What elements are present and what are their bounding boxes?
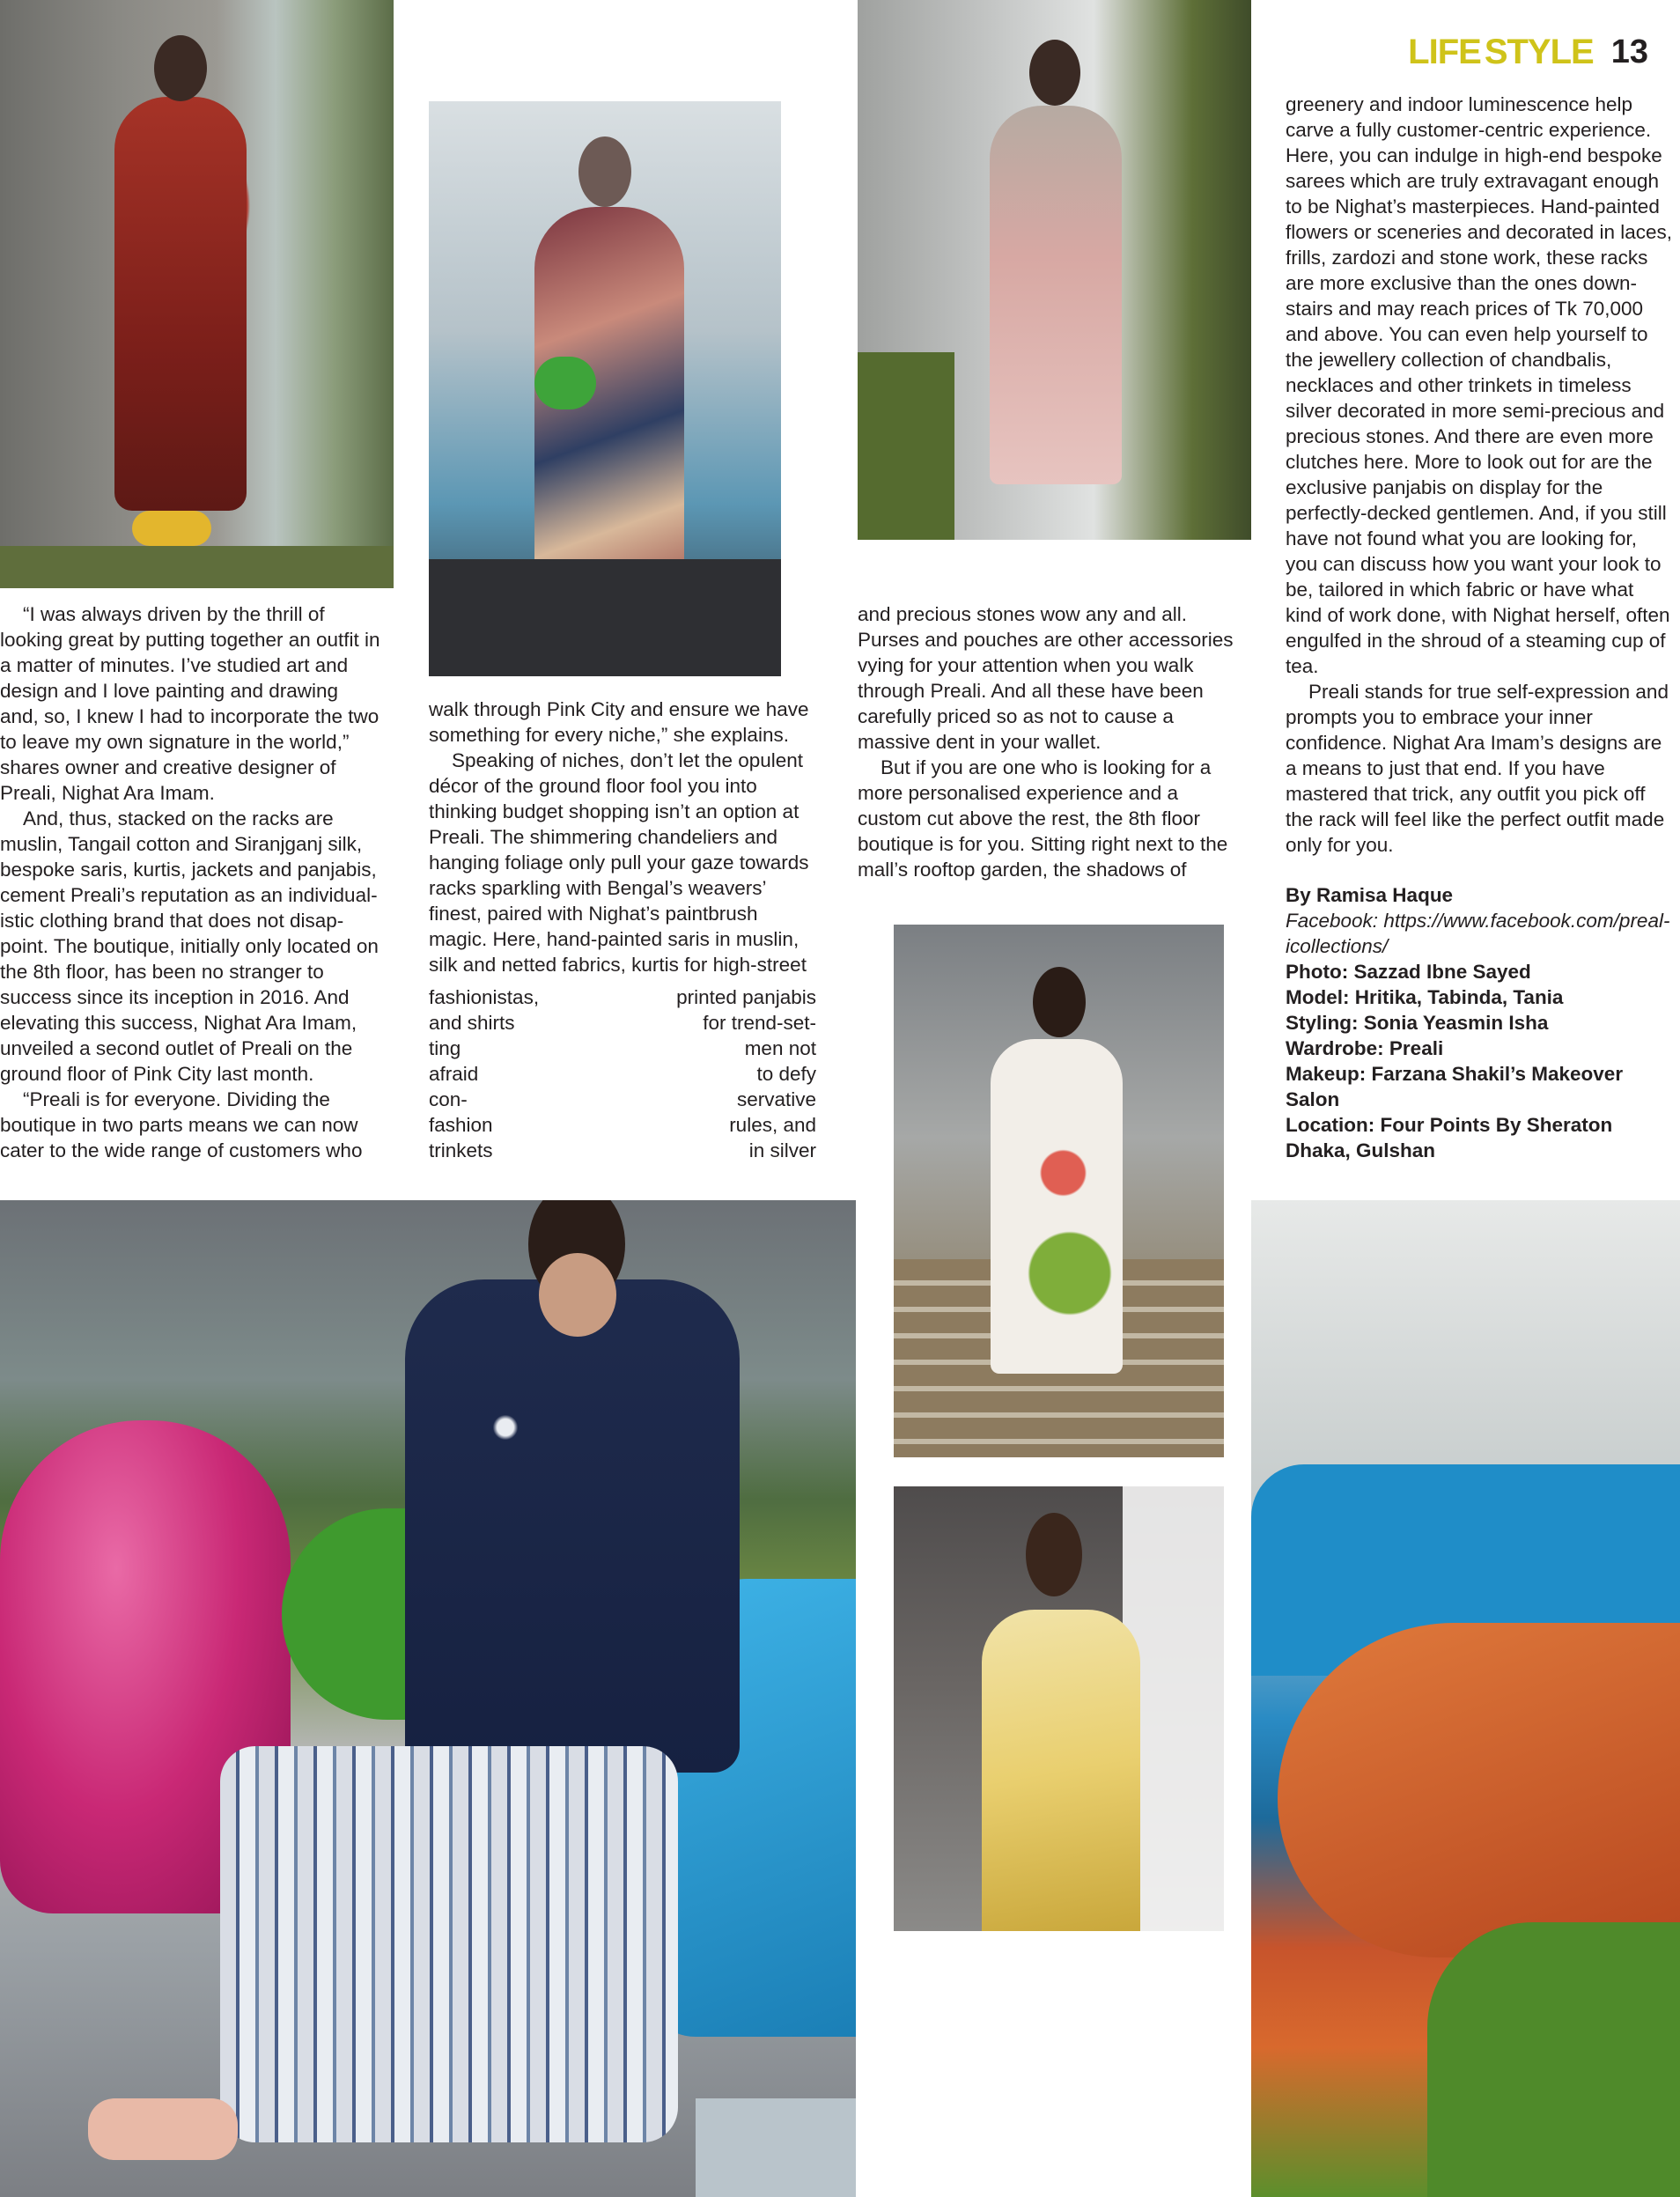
photo-model-navy-kurti-beanbags [0,1200,856,2197]
page-number: 13 [1610,33,1648,70]
paragraph: And, thus, stacked on the racks are muslin, Tangail cotton and Siranjganj silk, bespoke saris, kurtis, jackets and panjabis, cement Preali’s reputation as an individualistic clothing brand that does not disappoint. The boutique, initially only located on the 8th floor, has been no stranger to success since its inception in 2016. And elevating this success, Nighat Ara Imam, unveiled a second outlet of Preali on the ground floor of Pink City last month. [0,807,379,1085]
text-line: con- [429,1088,468,1110]
author-credit: By Ramisa Haque [1286,884,1454,906]
text-line: ting [429,1037,461,1059]
wardrobe-credit: Wardrobe: Preali [1286,1037,1444,1059]
text-line: and shirts [429,1012,515,1034]
location-credit: Location: Four Points By Sheraton Dhaka, Gulshan [1286,1114,1613,1161]
article-column-4 [1286,92,1673,858]
text-line: afraid [429,1063,479,1085]
text-line: fashionistas, [429,986,540,1008]
makeup-credit: Makeup: Farzana Shakil’s Makeover Salon [1286,1063,1624,1110]
article-column-2-wrap-right [647,984,816,1163]
photo-model-white-kurti-stairs [894,925,1224,1457]
photo-model-yellow-saree [894,1486,1224,1931]
text-line: to defy [756,1063,816,1085]
paragraph: “I was always driven by the thrill of looking great by putting together an outfit in a matter of minutes. I’ve studied art and design and I love painting and drawing and, so, I knew I had to incorporate the two to leave my own signature in the world,” shares owner and creative designer of Preali, Nighat Ara Imam. [0,603,380,804]
text-line: servative [736,1088,816,1110]
styling-credit: Styling: Sonia Yeasmin Isha [1286,1012,1549,1034]
article-column-3 [858,601,1238,882]
paragraph: greenery and indoor luminescence help carve a fully customer-centric experience. Here, you can indulge in high-end bespoke sarees which are truly extravagant enough to be Nighat’s masterpieces. Hand-painted flowers or sceneries and decorated in laces, frills, zardozi and stone work, these racks are more exclusive than the ones downstairs and may reach prices of Tk 70,000 and above. You can even help yourself to the jewellery collection of chandbalis, necklaces and other trinkets in timeless silver decorated in more semi-precious and precious stones. And there are even more clutches here. More to look out for are the exclusive panjabis on display for the perfectly-decked gentlemen. And, if you still have not found what you are looking for, you can discuss how you want your look to be, tailored in which fabric or have what kind of work done, with Nighat herself, often engulfed in the shroud of a steaming cup of tea. [1286,93,1672,677]
credits [1286,882,1673,1163]
facebook-link[interactable]: Facebook: https://www.facebook.com/prealicollections/ [1286,910,1670,957]
text-line: fashion [429,1114,493,1136]
paragraph: walk through Pink City and ensure we have something for every niche,” she explains. [429,698,809,746]
text-line: trinkets [429,1139,493,1161]
photo-model-pink-kurti [858,0,1251,540]
article-column-1 [0,601,380,1163]
text-line: in silver [748,1139,816,1161]
text-line: for trend-set- [703,1012,816,1034]
paragraph: Speaking of niches, don’t let the opulent décor of the ground floor fool you into thinking budget shopping isn’t an option at Preali. The shimmering chandeliers and hanging foliage only pull your gaze towards racks sparkling with Bengal’s weavers’ finest, paired with Nighat’s paintbrush magic. Here, hand-painted saris in muslin, silk and netted fabrics, kurtis for high-street [429,749,809,976]
paragraph: and precious stones wow any and all. Purses and pouches are other accessories vying for your attention when you walk through Preali. And all these have been carefully priced so as not to cause a massive dent in your wallet. [858,603,1234,753]
text-line: men not [744,1037,816,1059]
paragraph: “Preali is for everyone. Dividing the boutique in two parts means we can now cater to the wide range of customers who [0,1088,363,1161]
article-column-2 [429,697,816,977]
text-line: printed panjabis [676,986,816,1008]
brand-style: STYLE [1484,32,1594,71]
photo-model-floral-dress [429,101,781,676]
page-header [1408,30,1648,74]
photo-credit: Photo: Sazzad Ibne Sayed [1286,961,1531,983]
photo-background-right [1251,1200,1680,2197]
text-line: rules, and [729,1114,816,1136]
model-credit: Model: Hritika, Tabinda, Tania [1286,986,1564,1008]
brand-life: LIFE [1408,32,1481,71]
article-column-2-wrap-left [429,984,570,1163]
paragraph: Preali stands for true self-expression and prompts you to embrace your inner confidence. Nighat Ara Imam’s designs are a means to just that end. If you have mastered that trick, any outfit you pick off the rack will feel like the perfect outfit made only for you. [1286,681,1669,856]
photo-model-red-kurti [0,0,394,588]
paragraph: But if you are one who is looking for a more personalised experience and a custom cut above the rest, the 8th floor boutique is for you. Sitting right next to the mall’s rooftop garden, the shadows of [858,756,1228,881]
